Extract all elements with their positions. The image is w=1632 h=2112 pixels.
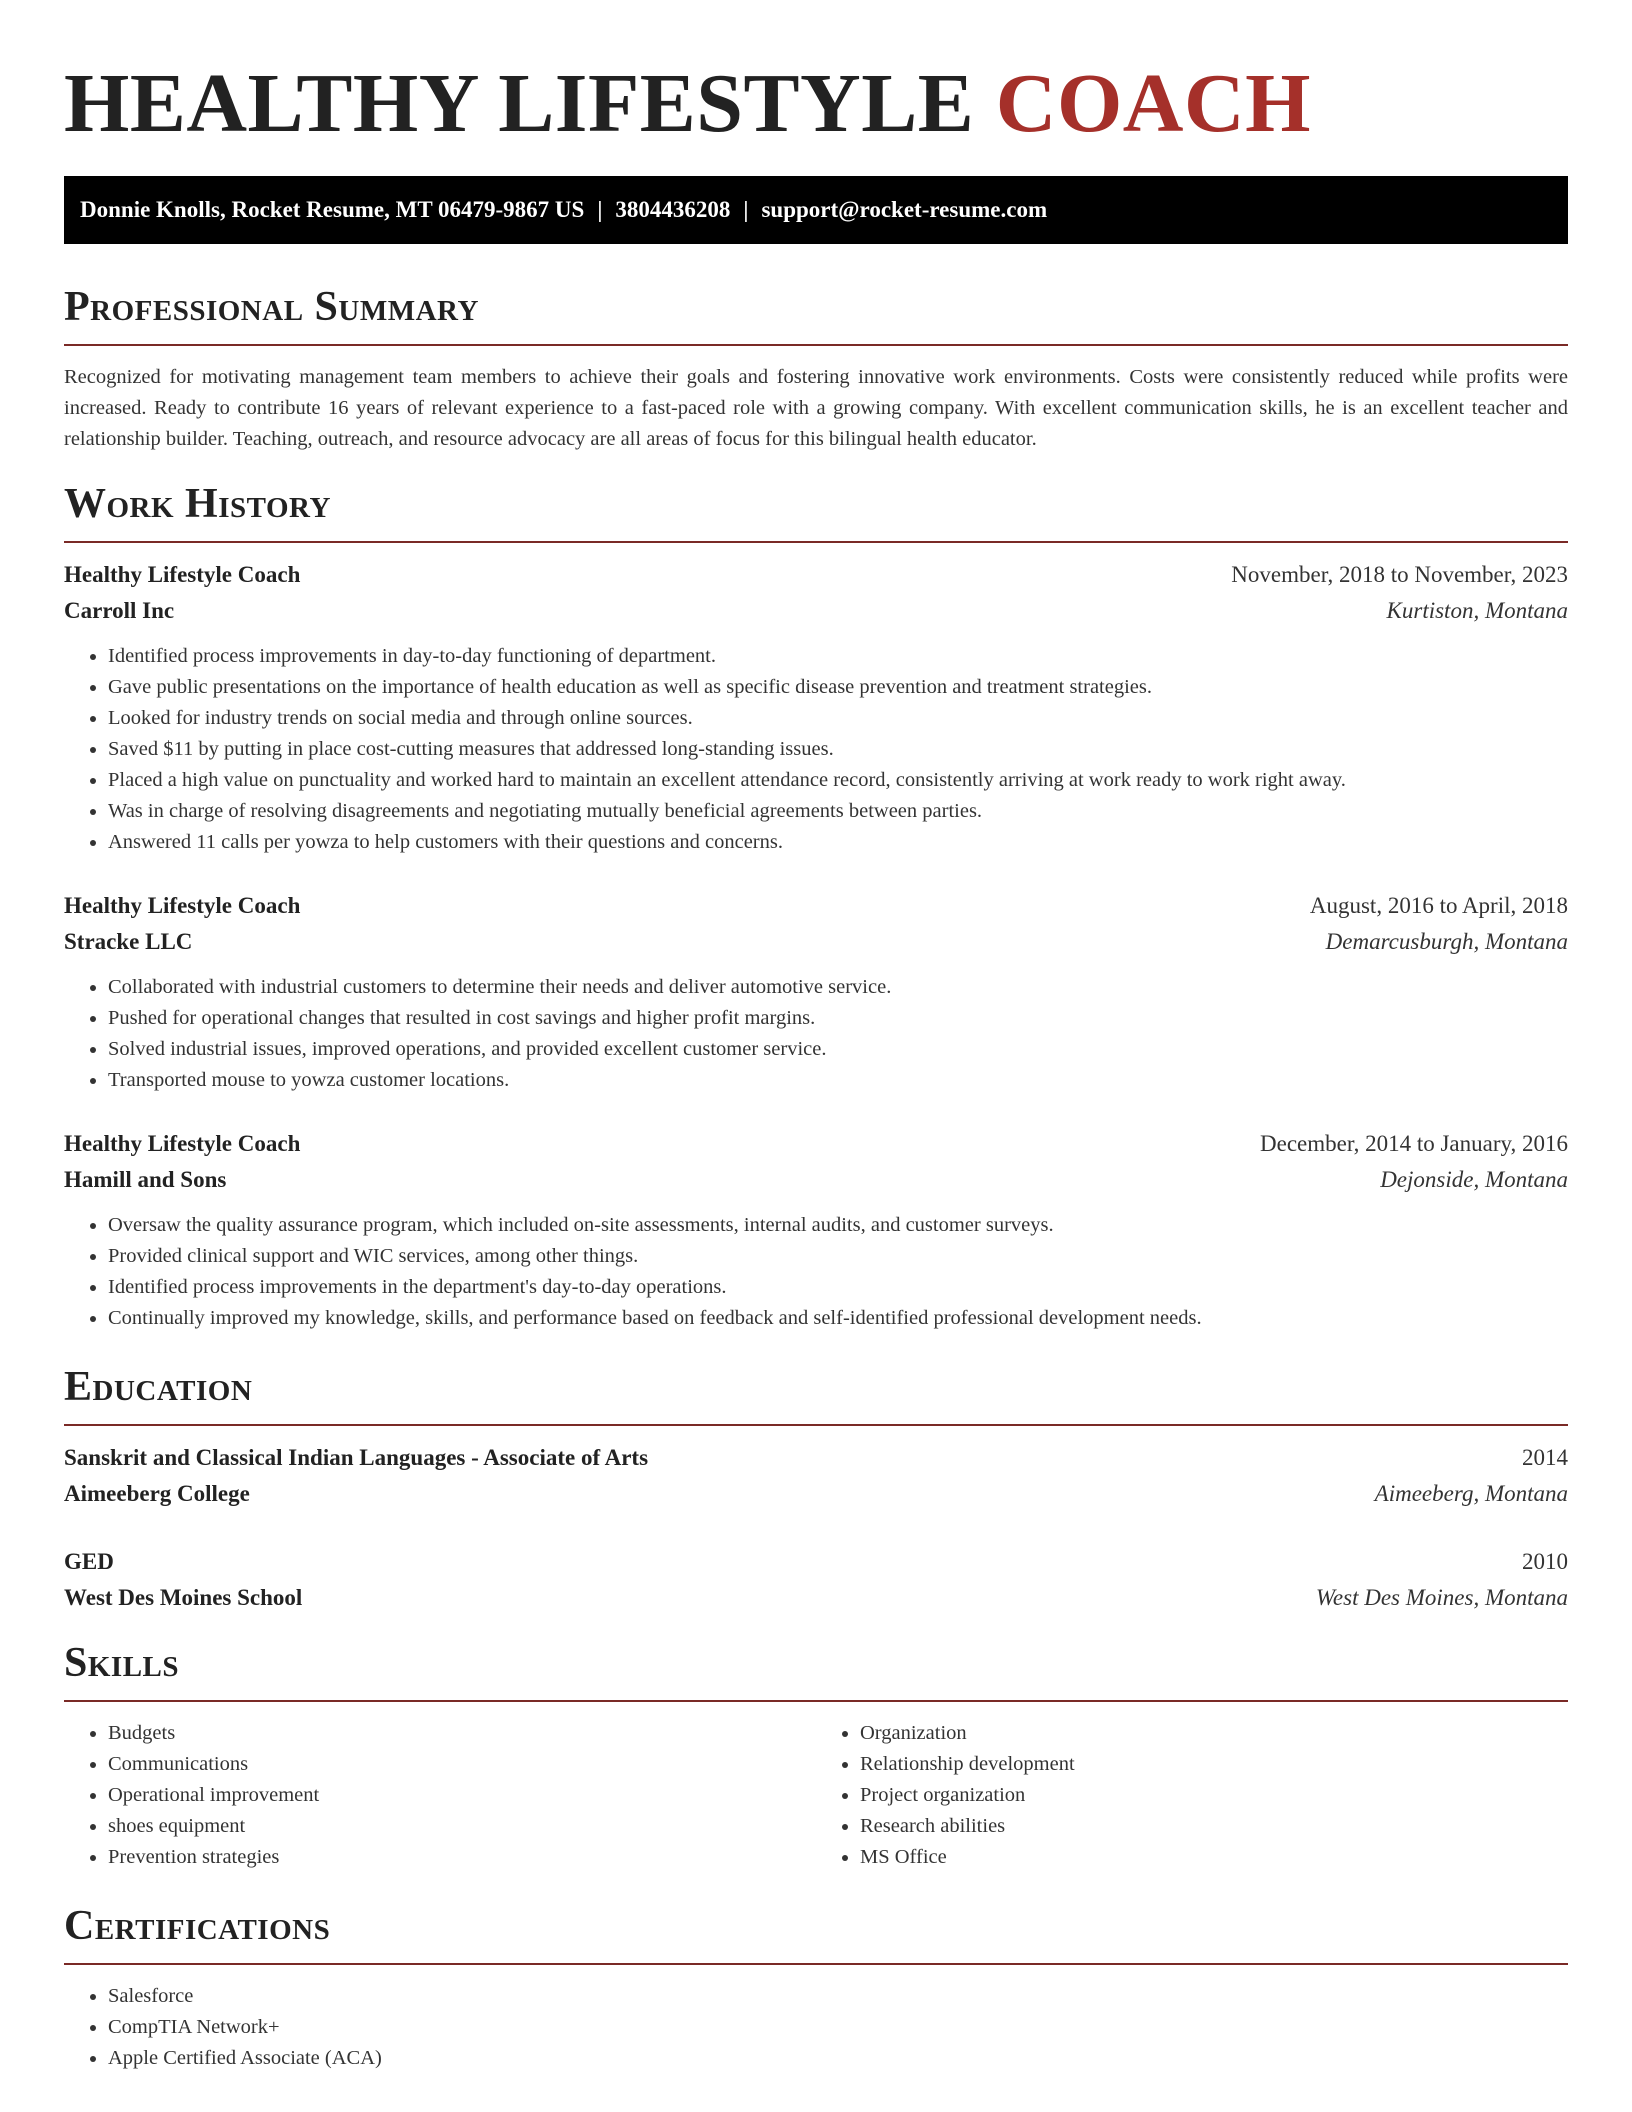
list-item: • CompTIA Network+ bbox=[108, 2012, 1568, 2043]
job-title: Healthy Lifestyle Coach bbox=[64, 893, 301, 918]
job-company: Hamill and Sons bbox=[64, 1167, 227, 1192]
section-divider bbox=[64, 541, 1568, 543]
summary-section bbox=[64, 282, 1568, 455]
job-bullets bbox=[64, 972, 1568, 1096]
job-entry bbox=[64, 888, 1568, 1096]
education-year: 2014 bbox=[1522, 1445, 1568, 1470]
skills-list-right bbox=[816, 1718, 1568, 1873]
list-item: • Salesforce bbox=[108, 1981, 1568, 2012]
job-dates: December, 2014 to January, 2016 bbox=[1260, 1131, 1568, 1156]
list-item: • Research abilities bbox=[860, 1811, 1568, 1842]
work-history-section bbox=[64, 479, 1568, 1334]
job-entry bbox=[64, 557, 1568, 858]
contact-phone[interactable]: 3804436208 bbox=[615, 197, 731, 222]
list-item: • Relationship development bbox=[860, 1749, 1568, 1780]
section-heading-summary: Professional Summary bbox=[64, 284, 479, 330]
section-divider bbox=[64, 344, 1568, 346]
list-item: • Provided clinical support and WIC services, among other things. bbox=[108, 1241, 1568, 1272]
list-item: • Oversaw the quality assurance program, which included on-site assessments, internal audits, and customer surveys. bbox=[108, 1210, 1568, 1241]
contact-bar bbox=[64, 176, 1568, 244]
contact-separator: | bbox=[743, 197, 749, 222]
list-item: • Looked for industry trends on social media and through online sources. bbox=[108, 703, 1568, 734]
section-heading-skills: Skills bbox=[64, 1640, 180, 1686]
job-title: Healthy Lifestyle Coach bbox=[64, 1131, 301, 1156]
job-company: Carroll Inc bbox=[64, 598, 175, 623]
job-location: Demarcusburgh, Montana bbox=[1325, 929, 1568, 954]
contact-separator: | bbox=[597, 197, 603, 222]
job-bullets bbox=[64, 641, 1568, 858]
section-heading-work-history: Work History bbox=[64, 481, 331, 527]
list-item: • Placed a high value on punctuality and worked hard to maintain an excellent attendance record, consistently arriving at work ready to work right away. bbox=[108, 765, 1568, 796]
contact-email[interactable]: support@rocket-resume.com bbox=[761, 197, 1048, 222]
list-item: • Organization bbox=[860, 1718, 1568, 1749]
list-item: • Transported mouse to yowza customer locations. bbox=[108, 1065, 1568, 1096]
job-location: Dejonside, Montana bbox=[1380, 1167, 1568, 1192]
list-item: • Budgets bbox=[108, 1718, 816, 1749]
list-item: • Prevention strategies bbox=[108, 1842, 816, 1873]
list-item: • Identified process improvements in the department's day-to-day operations. bbox=[108, 1272, 1568, 1303]
job-header-row bbox=[64, 888, 1568, 924]
job-bullets bbox=[64, 1210, 1568, 1334]
contact-address: Donnie Knolls, Rocket Resume, MT 06479-9867 US bbox=[80, 197, 585, 222]
title-accent: COACH bbox=[995, 57, 1311, 150]
education-location: West Des Moines, Montana bbox=[1315, 1585, 1568, 1610]
list-item: • Operational improvement bbox=[108, 1780, 816, 1811]
job-company-row bbox=[64, 1162, 1568, 1198]
education-entry bbox=[64, 1440, 1568, 1512]
list-item: • Collaborated with industrial customers to determine their needs and deliver automotive service. bbox=[108, 972, 1568, 1003]
education-school: Aimeeberg College bbox=[64, 1481, 250, 1506]
list-item: • Communications bbox=[108, 1749, 816, 1780]
education-header-row bbox=[64, 1440, 1568, 1476]
education-degree: Sanskrit and Classical Indian Languages - Associate of Arts bbox=[64, 1445, 649, 1470]
list-item: • Solved industrial issues, improved operations, and provided excellent customer service. bbox=[108, 1034, 1568, 1065]
list-item: • Was in charge of resolving disagreements and negotiating mutually beneficial agreements between parties. bbox=[108, 796, 1568, 827]
skills-columns bbox=[64, 1718, 1568, 1873]
list-item: • shoes equipment bbox=[108, 1811, 816, 1842]
list-item: • Apple Certified Associate (ACA) bbox=[108, 2043, 1568, 2074]
section-divider bbox=[64, 1424, 1568, 1426]
title-main: HEALTHY LIFESTYLE bbox=[64, 57, 975, 150]
skills-section bbox=[64, 1638, 1568, 1873]
education-header-row bbox=[64, 1544, 1568, 1580]
list-item: • Saved $11 by putting in place cost-cutting measures that addressed long-standing issues. bbox=[108, 734, 1568, 765]
page-title bbox=[64, 0, 1568, 156]
education-section bbox=[64, 1362, 1568, 1616]
job-dates: August, 2016 to April, 2018 bbox=[1309, 893, 1568, 918]
list-item: • Continually improved my knowledge, skills, and performance based on feedback and self-identified professional development needs. bbox=[108, 1303, 1568, 1334]
job-dates: November, 2018 to November, 2023 bbox=[1231, 562, 1568, 587]
education-year: 2010 bbox=[1522, 1549, 1568, 1574]
job-company: Stracke LLC bbox=[64, 929, 193, 954]
list-item: • Gave public presentations on the importance of health education as well as specific disease prevention and treatment strategies. bbox=[108, 672, 1568, 703]
education-school: West Des Moines School bbox=[64, 1585, 303, 1610]
list-item: • Project organization bbox=[860, 1780, 1568, 1811]
section-heading-certifications: Certifications bbox=[64, 1903, 331, 1949]
section-heading-education: Education bbox=[64, 1364, 253, 1410]
job-company-row bbox=[64, 593, 1568, 629]
certifications-section bbox=[64, 1901, 1568, 2074]
list-item: • Answered 11 calls per yowza to help customers with their questions and concerns. bbox=[108, 827, 1568, 858]
section-divider bbox=[64, 1700, 1568, 1702]
section-divider bbox=[64, 1963, 1568, 1965]
list-item: • MS Office bbox=[860, 1842, 1568, 1873]
job-company-row bbox=[64, 924, 1568, 960]
list-item: • Identified process improvements in day-to-day functioning of department. bbox=[108, 641, 1568, 672]
education-location: Aimeeberg, Montana bbox=[1374, 1481, 1568, 1506]
job-entry bbox=[64, 1126, 1568, 1334]
education-school-row bbox=[64, 1580, 1568, 1616]
job-header-row bbox=[64, 557, 1568, 593]
summary-text: Recognized for motivating management team members to achieve their goals and fostering innovative work environments. Costs were consistently reduced while profits were increased. Ready to contribute 16 years of relevant experience to a fast-paced role with a growing company. With excellent communication skills, he is an excellent teacher and relationship builder. Teaching, outreach, and resource advocacy are all areas of focus for this bilingual health educator. bbox=[64, 366, 1568, 450]
education-school-row bbox=[64, 1476, 1568, 1512]
job-title: Healthy Lifestyle Coach bbox=[64, 562, 301, 587]
skills-list-left bbox=[64, 1718, 816, 1873]
education-entry bbox=[64, 1544, 1568, 1616]
education-degree: GED bbox=[64, 1549, 114, 1574]
job-header-row bbox=[64, 1126, 1568, 1162]
certifications-list bbox=[64, 1981, 1568, 2074]
list-item: • Pushed for operational changes that resulted in cost savings and higher profit margins. bbox=[108, 1003, 1568, 1034]
job-location: Kurtiston, Montana bbox=[1386, 598, 1568, 623]
